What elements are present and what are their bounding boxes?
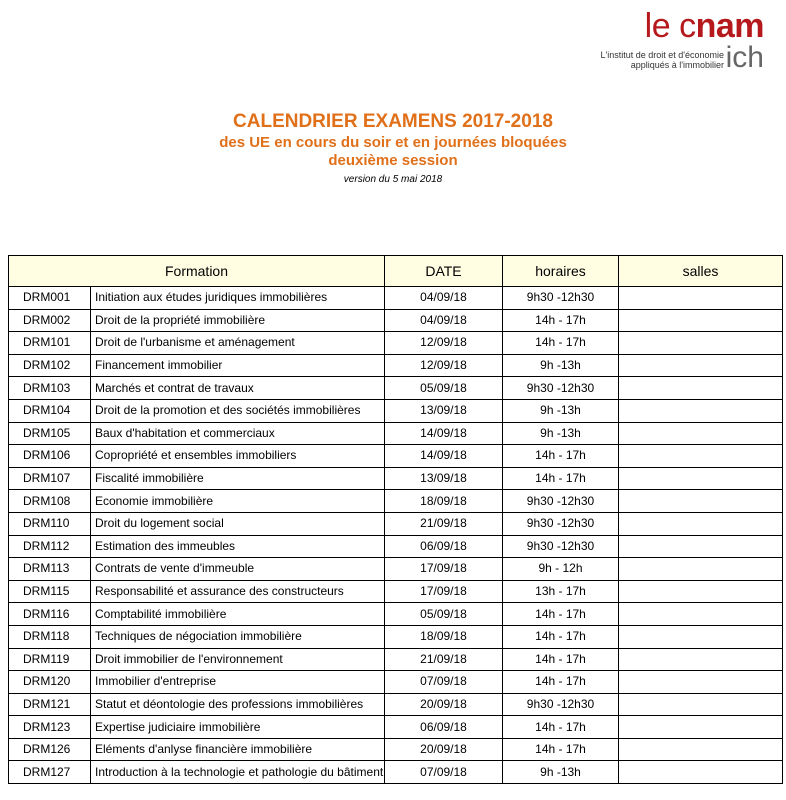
cell-date: 14/09/18 <box>385 445 503 468</box>
cell-salles <box>619 558 783 581</box>
cell-code: DRM113 <box>9 558 91 581</box>
table-row <box>9 716 783 739</box>
cell-title: Comptabilité immobilière <box>91 603 385 626</box>
cell-code: DRM107 <box>9 467 91 490</box>
cell-salles <box>619 648 783 671</box>
cell-date: 12/09/18 <box>385 332 503 355</box>
cell-salles <box>619 467 783 490</box>
version-note: version du 5 mai 2018 <box>343 174 443 185</box>
cell-horaires: 9h -13h <box>503 354 619 377</box>
cell-date: 18/09/18 <box>385 625 503 648</box>
cell-date: 06/09/18 <box>385 535 503 558</box>
cell-salles <box>619 625 783 648</box>
table-row <box>9 603 783 626</box>
cell-title: Copropriété et ensembles immobiliers <box>91 445 385 468</box>
cell-salles <box>619 377 783 400</box>
cell-date: 04/09/18 <box>385 287 503 310</box>
cell-code: DRM001 <box>9 287 91 310</box>
cell-title: Expertise judiciaire immobilière <box>91 716 385 739</box>
table-row <box>9 580 783 603</box>
cell-salles <box>619 354 783 377</box>
cell-date: 14/09/18 <box>385 422 503 445</box>
cell-horaires: 9h30 -12h30 <box>503 512 619 535</box>
cell-salles <box>619 399 783 422</box>
cell-horaires: 9h -13h <box>503 761 619 784</box>
cell-horaires: 9h -13h <box>503 399 619 422</box>
cell-title: Immobilier d'entreprise <box>91 671 385 694</box>
table-row <box>9 354 783 377</box>
table-row <box>9 693 783 716</box>
cell-salles <box>619 535 783 558</box>
cell-title: Responsabilité et assurance des constructeurs <box>91 580 385 603</box>
cell-date: 13/09/18 <box>385 399 503 422</box>
cell-salles <box>619 603 783 626</box>
cell-date: 07/09/18 <box>385 671 503 694</box>
cell-horaires: 14h - 17h <box>503 648 619 671</box>
cell-title: Estimation des immeubles <box>91 535 385 558</box>
cell-title: Marchés et contrat de travaux <box>91 377 385 400</box>
page-subtitle: des UE en cours du soir et en journées bloquées <box>219 134 567 151</box>
table-row <box>9 648 783 671</box>
cell-title: Baux d'habitation et commerciaux <box>91 422 385 445</box>
cell-code: DRM120 <box>9 671 91 694</box>
logo-ich: ich <box>725 41 764 74</box>
table-row <box>9 512 783 535</box>
cell-salles <box>619 693 783 716</box>
table-row <box>9 467 783 490</box>
cell-horaires: 14h - 17h <box>503 625 619 648</box>
cell-code: DRM115 <box>9 580 91 603</box>
cell-title: Statut et déontologie des professions immobilières <box>91 693 385 716</box>
cell-date: 04/09/18 <box>385 309 503 332</box>
cell-code: DRM101 <box>9 332 91 355</box>
cell-title: Contrats de vente d'immeuble <box>91 558 385 581</box>
logo-tagline: L'institut de droit et d'économie appliqués à l'immobilier <box>600 50 724 70</box>
cell-salles <box>619 287 783 310</box>
cell-title: Techniques de négociation immobilière <box>91 625 385 648</box>
document-header <box>0 110 786 188</box>
cell-horaires: 14h - 17h <box>503 309 619 332</box>
cell-title: Initiation aux études juridiques immobilières <box>91 287 385 310</box>
table-row <box>9 309 783 332</box>
cell-title: Eléments d'anlyse financière immobilière <box>91 738 385 761</box>
cell-horaires: 14h - 17h <box>503 467 619 490</box>
cell-code: DRM118 <box>9 625 91 648</box>
cell-salles <box>619 671 783 694</box>
cell-horaires: 9h30 -12h30 <box>503 287 619 310</box>
cell-salles <box>619 716 783 739</box>
table-row <box>9 558 783 581</box>
table-row <box>9 671 783 694</box>
cell-title: Droit du logement social <box>91 512 385 535</box>
cell-title: Introduction à la technologie et pathologie du bâtiment <box>91 761 385 784</box>
cell-code: DRM126 <box>9 738 91 761</box>
table-row <box>9 377 783 400</box>
cell-date: 21/09/18 <box>385 512 503 535</box>
cell-date: 07/09/18 <box>385 761 503 784</box>
cell-horaires: 9h30 -12h30 <box>503 490 619 513</box>
cell-code: DRM116 <box>9 603 91 626</box>
cell-horaires: 14h - 17h <box>503 671 619 694</box>
cell-horaires: 14h - 17h <box>503 603 619 626</box>
cell-horaires: 14h - 17h <box>503 332 619 355</box>
cell-code: DRM112 <box>9 535 91 558</box>
table-row <box>9 490 783 513</box>
cell-code: DRM106 <box>9 445 91 468</box>
cell-code: DRM123 <box>9 716 91 739</box>
cell-code: DRM119 <box>9 648 91 671</box>
cell-title: Droit de la promotion et des sociétés immobilières <box>91 399 385 422</box>
column-header-formation: Formation <box>9 256 385 287</box>
exam-schedule-table <box>8 255 783 784</box>
table-row <box>9 738 783 761</box>
cell-horaires: 14h - 17h <box>503 716 619 739</box>
table-row <box>9 761 783 784</box>
cell-horaires: 14h - 17h <box>503 738 619 761</box>
cell-code: DRM103 <box>9 377 91 400</box>
cell-code: DRM002 <box>9 309 91 332</box>
cell-date: 20/09/18 <box>385 738 503 761</box>
table-row <box>9 535 783 558</box>
cell-title: Financement immobilier <box>91 354 385 377</box>
table-row <box>9 332 783 355</box>
cell-code: DRM110 <box>9 512 91 535</box>
cell-code: DRM104 <box>9 399 91 422</box>
table-row <box>9 422 783 445</box>
cell-horaires: 14h - 17h <box>503 445 619 468</box>
table-row <box>9 399 783 422</box>
column-header-salles: salles <box>619 256 783 287</box>
cell-salles <box>619 309 783 332</box>
column-header-horaires: horaires <box>503 256 619 287</box>
cell-code: DRM121 <box>9 693 91 716</box>
cell-salles <box>619 422 783 445</box>
cell-title: Fiscalité immobilière <box>91 467 385 490</box>
cnam-ich-logo <box>534 8 764 78</box>
cell-date: 18/09/18 <box>385 490 503 513</box>
cell-title: Droit de l'urbanisme et aménagement <box>91 332 385 355</box>
cell-horaires: 9h30 -12h30 <box>503 535 619 558</box>
logo-wordmark: le cnam <box>644 7 764 45</box>
cell-code: DRM127 <box>9 761 91 784</box>
cell-horaires: 9h30 -12h30 <box>503 693 619 716</box>
cell-salles <box>619 512 783 535</box>
table-row <box>9 625 783 648</box>
cell-horaires: 9h -13h <box>503 422 619 445</box>
cell-horaires: 13h - 17h <box>503 580 619 603</box>
column-header-date: DATE <box>385 256 503 287</box>
session-label: deuxième session <box>328 152 458 169</box>
cell-date: 05/09/18 <box>385 603 503 626</box>
cell-title: Droit de la propriété immobilière <box>91 309 385 332</box>
cell-horaires: 9h30 -12h30 <box>503 377 619 400</box>
cell-salles <box>619 738 783 761</box>
cell-title: Economie immobilière <box>91 490 385 513</box>
page-title: CALENDRIER EXAMENS 2017-2018 <box>233 111 553 132</box>
cell-salles <box>619 445 783 468</box>
cell-date: 20/09/18 <box>385 693 503 716</box>
cell-salles <box>619 761 783 784</box>
cell-date: 12/09/18 <box>385 354 503 377</box>
cell-code: DRM108 <box>9 490 91 513</box>
cell-salles <box>619 332 783 355</box>
table-row <box>9 445 783 468</box>
cell-horaires: 9h - 12h <box>503 558 619 581</box>
table-header-row <box>9 256 783 287</box>
cell-date: 17/09/18 <box>385 558 503 581</box>
cell-salles <box>619 490 783 513</box>
cell-date: 13/09/18 <box>385 467 503 490</box>
cell-salles <box>619 580 783 603</box>
cell-date: 17/09/18 <box>385 580 503 603</box>
cell-code: DRM105 <box>9 422 91 445</box>
cell-date: 21/09/18 <box>385 648 503 671</box>
cell-code: DRM102 <box>9 354 91 377</box>
table-row <box>9 287 783 310</box>
cell-date: 05/09/18 <box>385 377 503 400</box>
cell-title: Droit immobilier de l'environnement <box>91 648 385 671</box>
cell-date: 06/09/18 <box>385 716 503 739</box>
